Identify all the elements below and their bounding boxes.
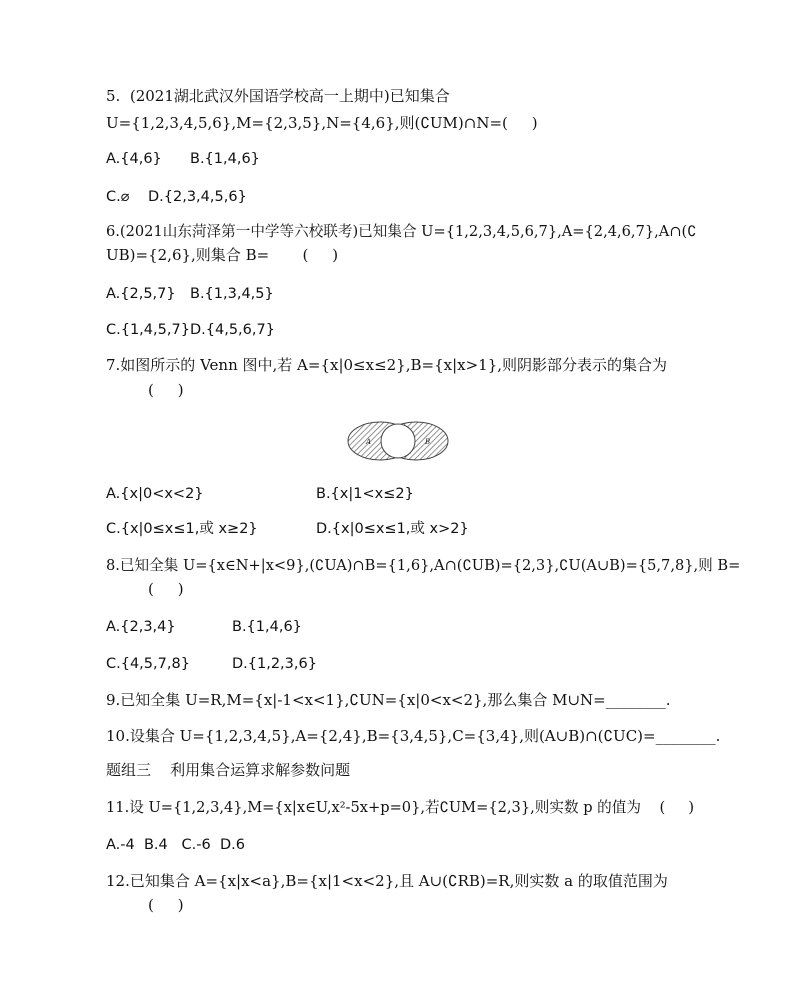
q11-stem: 11.设 U={1,2,3,4},M={x|x∈U,x²-5x+p=0},若∁UM={2,3},则实数 p 的值为 ( )	[106, 799, 695, 816]
q8-option-c: C.{4,5,7,8}	[106, 656, 190, 672]
q10-stem: 10.设集合 U={1,2,3,4,5},A={2,4},B={3,4,5},C={3,4},则(A∪B)∩(∁UC)=________.	[106, 727, 721, 745]
q8-stem-line2: ( )	[148, 580, 184, 598]
q7-stem-line2: ( )	[148, 381, 184, 399]
q12-stem-line2: ( )	[148, 896, 184, 914]
q6-option-b: B.{1,3,4,5}	[190, 286, 274, 302]
q8-option-d: D.{1,2,3,6}	[232, 656, 317, 672]
q6-option-a: A.{2,5,7}	[106, 286, 176, 302]
q6-option-d: D.{4,5,6,7}	[190, 322, 275, 338]
q9-stem: 9.已知全集 U=R,M={x|-1<x<1},∁UN={x|0<x<2},那么集合 M∪N=________.	[106, 691, 671, 709]
venn-label-a: A	[366, 438, 372, 446]
venn-intersection	[381, 424, 415, 458]
q7-option-d: D.{x|0≤x≤1,或 x>2}	[316, 521, 469, 537]
q7-option-c: C.{x|0≤x≤1,或 x≥2}	[106, 521, 258, 537]
q8-option-b: B.{1,4,6}	[232, 619, 302, 635]
q5-stem-line2: U={1,2,3,4,5,6},M={2,3,5},N={4,6},则(∁UM)∩N=( )	[106, 114, 538, 132]
q7-option-a: A.{x|0<x<2}	[106, 486, 204, 502]
group3-title: 题组三 利用集合运算求解参数问题	[106, 761, 351, 779]
q11-options: A.-4 B.4 C.-6 D.6	[106, 837, 245, 853]
q6-stem-line2: UB)={2,6},则集合 B= ( )	[106, 246, 339, 264]
q5-stem-line1: 5. (2021湖北武汉外国语学校高一上期中)已知集合	[106, 87, 450, 105]
q5-option-d: D.{2,3,4,5,6}	[148, 189, 247, 205]
q8-option-a: A.{2,3,4}	[106, 619, 176, 635]
venn-diagram	[346, 420, 450, 462]
q12-stem-line1: 12.已知集合 A={x|x<a},B={x|1<x<2},且 A∪(∁RB)=R,则实数 a 的取值范围为	[106, 872, 668, 890]
q5-option-b: B.{1,4,6}	[190, 151, 260, 167]
q6-option-c: C.{1,4,5,7}	[106, 322, 190, 338]
q5-option-a: A.{4,6}	[106, 151, 162, 167]
venn-label-b: B	[425, 438, 431, 446]
q7-option-b: B.{x|1<x≤2}	[316, 486, 414, 502]
q5-option-c: C.⌀	[106, 189, 130, 205]
q8-stem-line1: 8.已知全集 U={x∈N+|x<9},(∁UA)∩B={1,6},A∩(∁UB)={2,3},∁U(A∪B)={5,7,8},则 B=	[106, 557, 741, 574]
q7-stem-line1: 7.如图所示的 Venn 图中,若 A={x|0≤x≤2},B={x|x>1},则阴影部分表示的集合为	[106, 356, 668, 374]
q6-stem-line1: 6.(2021山东菏泽第一中学等六校联考)已知集合 U={1,2,3,4,5,6,7},A={2,4,6,7},A∩(∁	[106, 223, 697, 240]
